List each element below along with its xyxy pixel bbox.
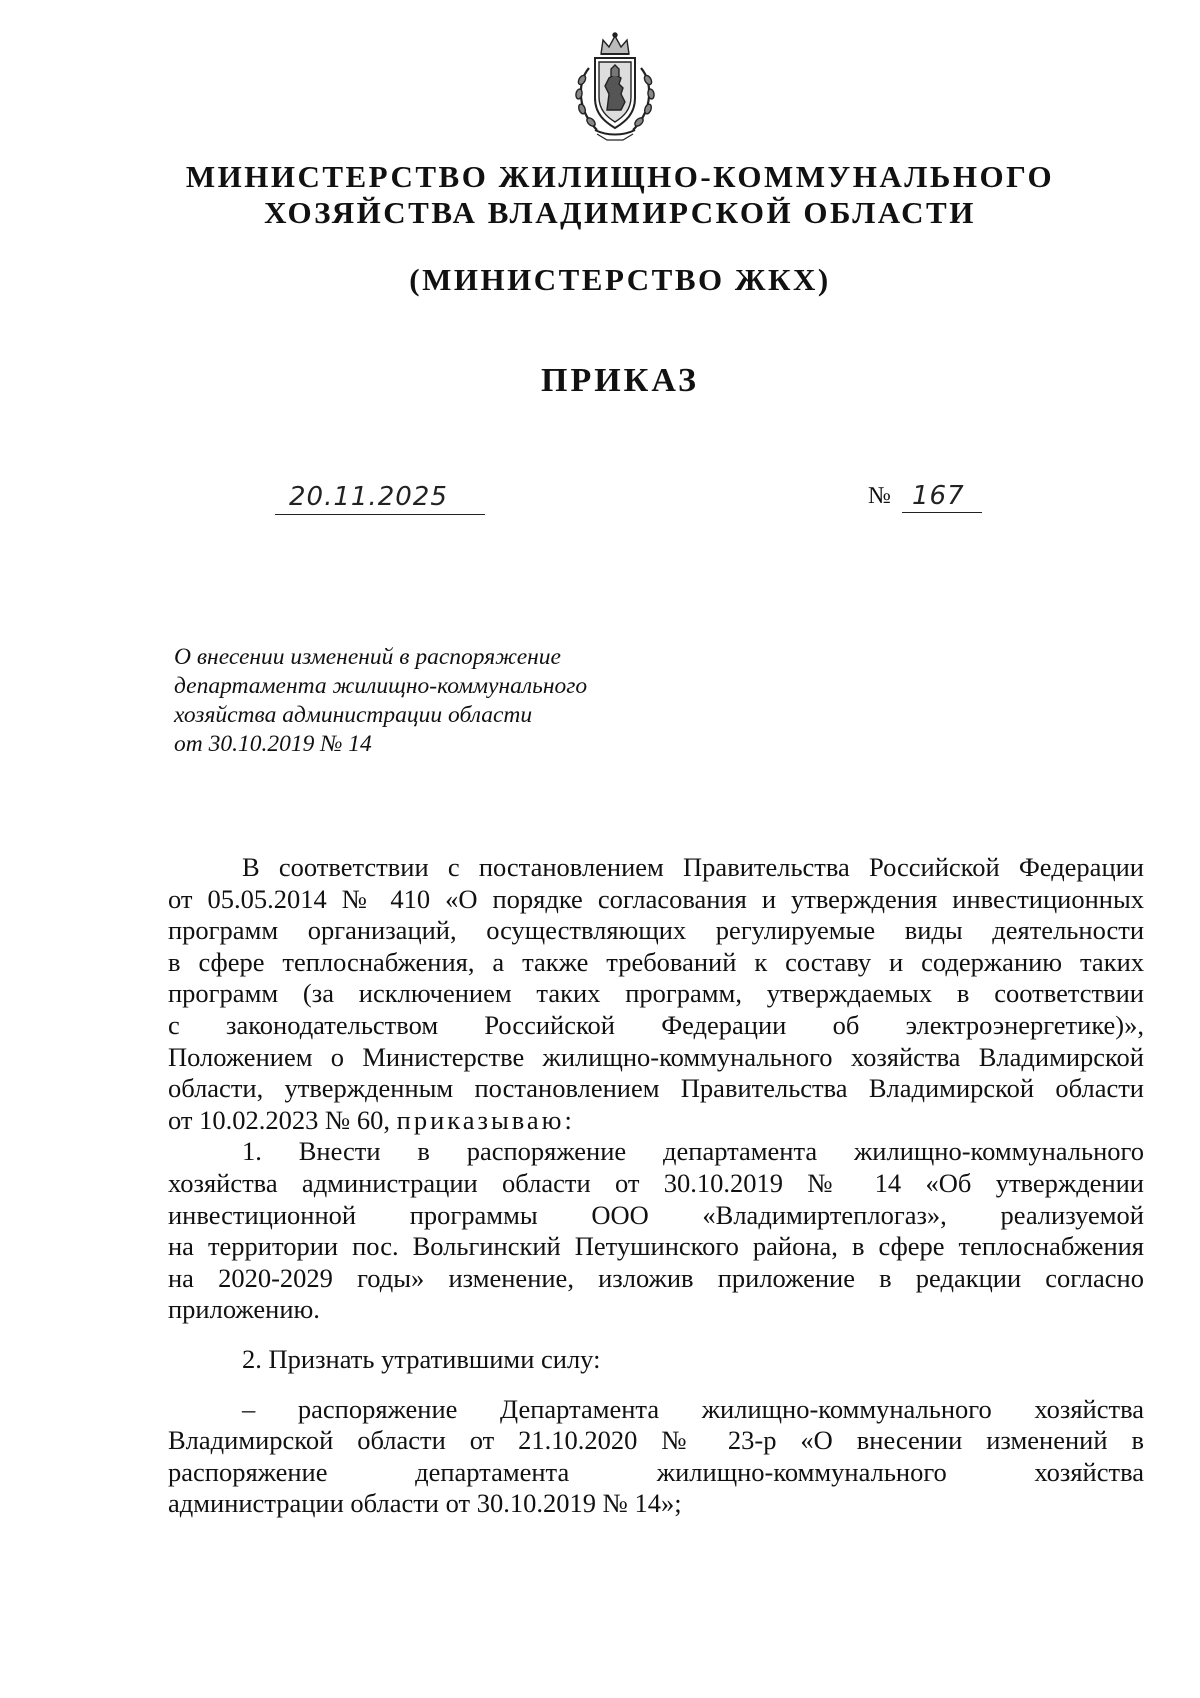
item2-sub-line: Владимирской области от 21.10.2020 № 23-р «О внесении изменений в xyxy=(168,1425,1144,1456)
order-word: приказываю: xyxy=(396,1104,575,1135)
item1-line: приложению. xyxy=(168,1294,320,1325)
body-line: программ (за исключением таких программ, утверждаемых в соответствии xyxy=(168,978,1144,1009)
body-line: области, утвержденным постановлением Правительства Владимирской области xyxy=(168,1073,1144,1104)
subject-line: О внесении изменений в распоряжение xyxy=(174,644,561,670)
org-short-name: (МИНИСТЕРСТВО ЖКХ) xyxy=(409,262,831,297)
item1-line: на 2020-2029 годы» изменение, изложив приложение в редакции согласно xyxy=(168,1262,1144,1293)
number-line xyxy=(902,474,982,513)
body-line xyxy=(168,1105,1144,1137)
item2-sub-line: распоряжение департамента жилищно-коммунального хозяйства xyxy=(168,1456,1144,1487)
subject-line: от 30.10.2019 № 14 xyxy=(174,731,372,757)
subject-line: департамента жилищно-коммунального xyxy=(174,673,588,699)
subject-line: хозяйства администрации области xyxy=(174,702,533,728)
document-body xyxy=(168,852,1144,1520)
item2-sub-line: – распоряжение Департамента жилищно-коммунального хозяйства xyxy=(242,1393,1144,1424)
body-line: в сфере теплоснабжения, а также требований к составу и содержанию таких xyxy=(168,946,1144,977)
body-line: В соответствии с постановлением Правительства Российской Федерации xyxy=(242,852,1144,882)
item1-line: инвестиционной программы ООО «Владимиртеплогаз», реализуемой xyxy=(168,1199,1144,1230)
coat-of-arms-icon xyxy=(567,32,663,142)
body-line: от 05.05.2014 № 410 «О порядке согласования и утверждения инвестиционных xyxy=(168,883,1144,914)
body-line: с законодательством Российской Федерации об электроэнергетике)», xyxy=(168,1009,1144,1040)
document-type-title: ПРИКАЗ xyxy=(541,362,699,399)
item1-line: на территории пос. Вольгинский Петушинского района, в сфере теплоснабжения xyxy=(168,1231,1144,1262)
number-sign: № xyxy=(868,483,891,509)
org-name-line1: МИНИСТЕРСТВО ЖИЛИЩНО-КОММУНАЛЬНОГО xyxy=(185,159,1055,194)
handwritten-date: 20.11.2025 xyxy=(289,482,448,512)
item1-line: 1. Внести в распоряжение департамента жилищно-коммунального xyxy=(242,1136,1144,1167)
handwritten-number: 167 xyxy=(912,481,965,511)
item2-sub-line: администрации области от 30.10.2019 № 14»; xyxy=(168,1488,682,1519)
body-line: программ организаций, осуществляющих регулируемые виды деятельности xyxy=(168,915,1144,946)
preamble-last-prefix: от 10.02.2023 № 60, xyxy=(168,1104,397,1135)
item1-line: хозяйства администрации области от 30.10.2019 № 14 «Об утверждении xyxy=(168,1167,1144,1198)
item2-heading: 2. Признать утратившими силу: xyxy=(242,1343,601,1374)
body-line: Положением о Министерстве жилищно-коммунального хозяйства Владимирской xyxy=(168,1041,1144,1072)
date-field xyxy=(275,474,485,515)
org-name-line2: ХОЗЯЙСТВА ВЛАДИМИРСКОЙ ОБЛАСТИ xyxy=(264,195,976,230)
document-subject xyxy=(174,643,694,759)
